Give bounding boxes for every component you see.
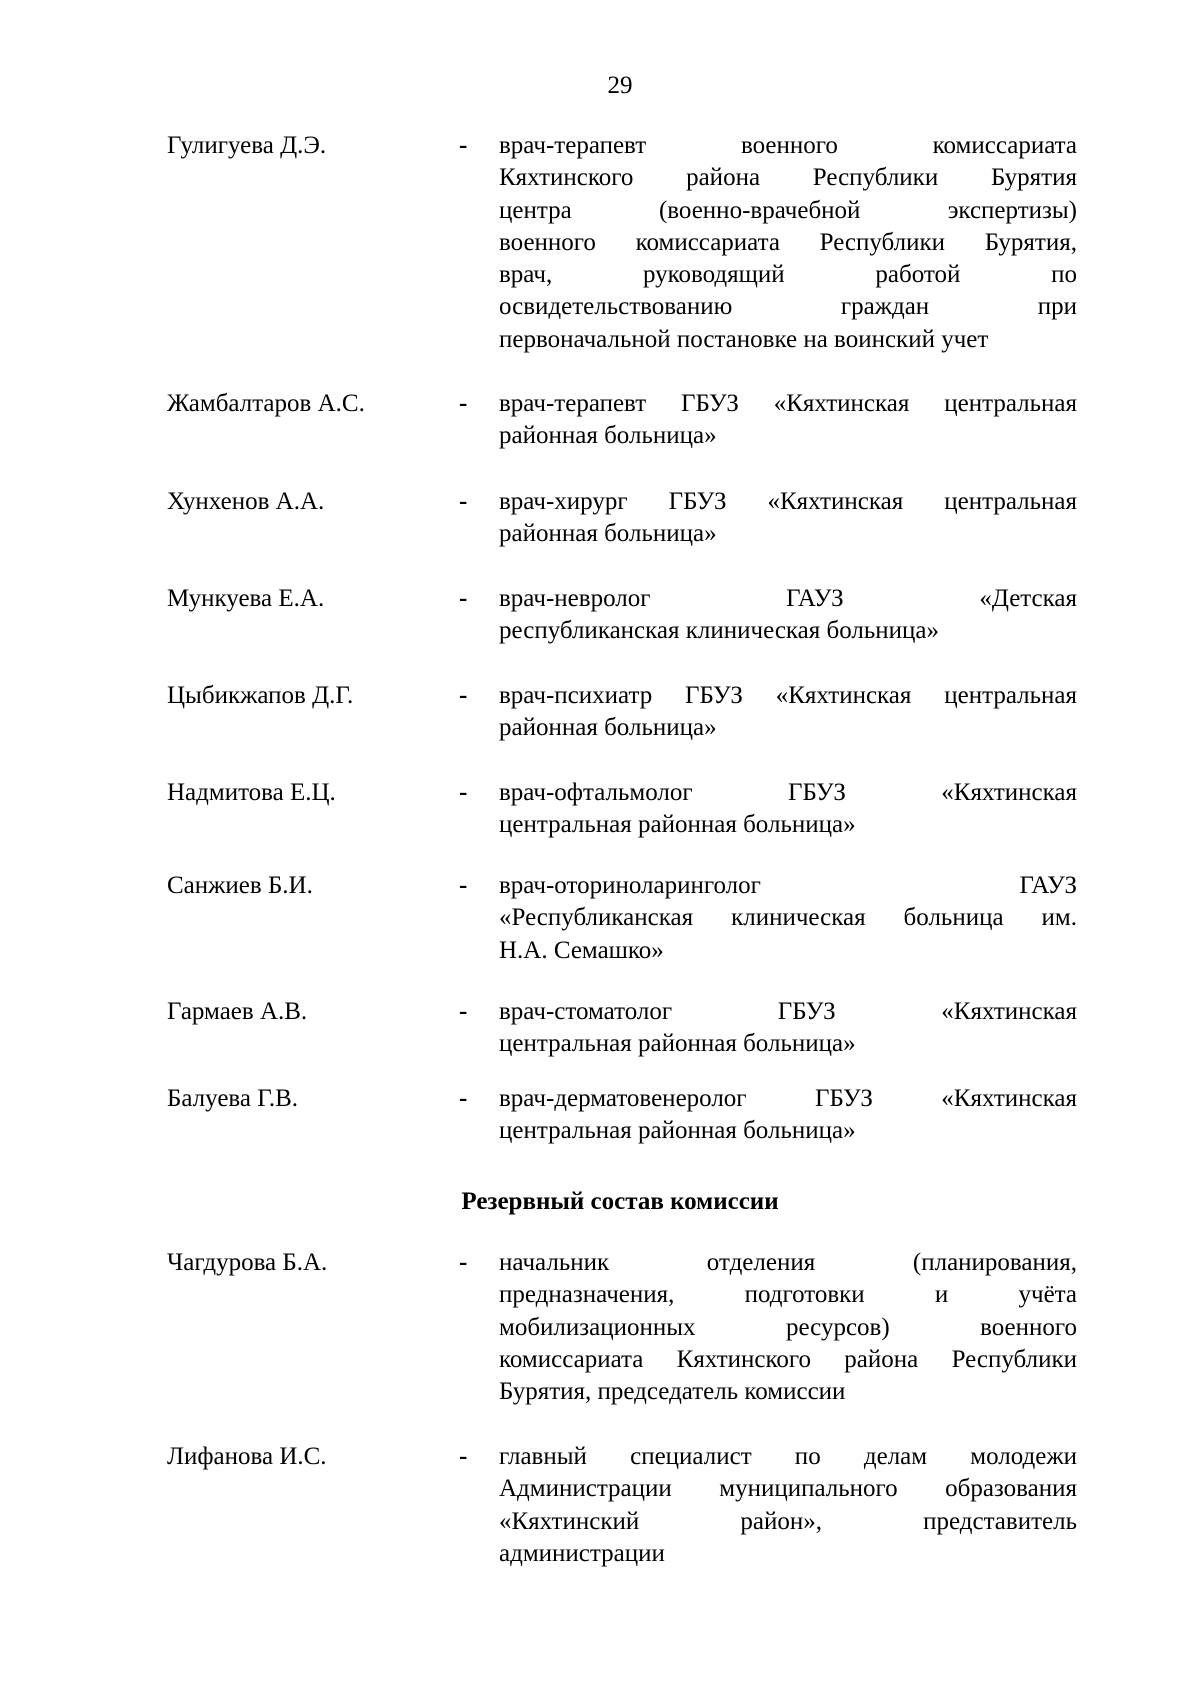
description-line: врач, руководящий работой по bbox=[499, 261, 1077, 289]
entry-dash: - bbox=[459, 1249, 468, 1276]
description-line: администрации bbox=[499, 1539, 665, 1567]
entry-dash: - bbox=[459, 1443, 468, 1470]
member-name: Жамбалтаров А.С. bbox=[167, 390, 365, 417]
reserve-section-title: Резервный состав комиссии bbox=[461, 1188, 779, 1215]
description-line: врач-офтальмолог ГБУЗ «Кяхтинская bbox=[499, 779, 1077, 806]
member-description bbox=[499, 777, 1077, 842]
description-line: врач-терапевт военного комиссариата bbox=[499, 132, 1077, 159]
member-name: Мункуева Е.А. bbox=[167, 585, 325, 612]
description-line: центра (военно-врачебной экспертизы) bbox=[499, 196, 1077, 224]
description-line: республиканская клиническая больница» bbox=[499, 617, 940, 645]
description-line: первоначальной постановке на воинский учет bbox=[499, 325, 989, 353]
entry-dash: - bbox=[459, 390, 468, 417]
entry-dash: - bbox=[459, 132, 468, 159]
description-line: врач-терапевт ГБУЗ «Кяхтинская центральная bbox=[499, 390, 1077, 417]
description-line: предназначения, подготовки и учёта bbox=[499, 1281, 1077, 1309]
description-line: Администрации муниципального образования bbox=[499, 1475, 1077, 1503]
member-description bbox=[499, 1247, 1077, 1408]
description-line: врач-невролог ГАУЗ «Детская bbox=[499, 585, 1077, 612]
member-name: Гармаев А.В. bbox=[167, 998, 308, 1025]
member-description bbox=[499, 388, 1077, 453]
description-line: районная больница» bbox=[499, 714, 717, 742]
member-name: Лифанова И.С. bbox=[167, 1443, 327, 1470]
member-name: Надмитова Е.Ц. bbox=[167, 779, 336, 806]
description-line: мобилизационных ресурсов) военного bbox=[499, 1313, 1077, 1341]
member-description bbox=[499, 1083, 1077, 1148]
description-line: врач-дерматовенеролог ГБУЗ «Кяхтинская bbox=[499, 1085, 1077, 1112]
member-description bbox=[499, 996, 1077, 1061]
description-line: начальник отделения (планирования, bbox=[499, 1249, 1077, 1276]
description-line: Бурятия, председатель комиссии bbox=[499, 1378, 846, 1406]
description-line: врач-оториноларинголог ГАУЗ bbox=[499, 872, 1077, 899]
description-line: районная больница» bbox=[499, 520, 717, 548]
member-name: Балуева Г.В. bbox=[167, 1085, 299, 1112]
description-line: врач-психиатр ГБУЗ «Кяхтинская центральная bbox=[499, 682, 1077, 709]
entry-dash: - bbox=[459, 779, 468, 806]
entry-dash: - bbox=[459, 585, 468, 612]
description-line: центральная районная больница» bbox=[499, 811, 856, 839]
description-line: «Республиканская клиническая больница им. bbox=[499, 904, 1077, 932]
entry-dash: - bbox=[459, 872, 468, 899]
member-description bbox=[499, 130, 1077, 356]
member-description bbox=[499, 583, 1077, 648]
member-description bbox=[499, 486, 1077, 551]
description-line: центральная районная больница» bbox=[499, 1117, 856, 1145]
description-line: военного комиссариата Республики Бурятия, bbox=[499, 228, 1077, 256]
entry-dash: - bbox=[459, 998, 468, 1025]
entry-dash: - bbox=[459, 1085, 468, 1112]
member-name: Санжиев Б.И. bbox=[167, 872, 313, 899]
entry-dash: - bbox=[459, 488, 468, 515]
member-name: Чагдурова Б.А. bbox=[167, 1249, 328, 1276]
description-line: врач-хирург ГБУЗ «Кяхтинская центральная bbox=[499, 488, 1077, 515]
member-name: Гулигуева Д.Э. bbox=[167, 132, 327, 159]
description-line: Н.А. Семашко» bbox=[499, 936, 664, 964]
description-line: районная больница» bbox=[499, 422, 717, 450]
description-line: комиссариата Кяхтинского района Республики bbox=[499, 1345, 1077, 1373]
description-line: освидетельствованию граждан при bbox=[499, 293, 1077, 321]
description-line: Кяхтинского района Республики Бурятия bbox=[499, 164, 1077, 192]
description-line: «Кяхтинский район», представитель bbox=[499, 1507, 1077, 1535]
member-description bbox=[499, 1441, 1077, 1570]
entry-dash: - bbox=[459, 682, 468, 709]
page-number: 29 bbox=[607, 72, 633, 99]
member-description bbox=[499, 680, 1077, 745]
member-name: Хунхенов А.А. bbox=[167, 488, 325, 515]
description-line: врач-стоматолог ГБУЗ «Кяхтинская bbox=[499, 998, 1077, 1025]
member-description bbox=[499, 870, 1077, 967]
member-name: Цыбикжапов Д.Г. bbox=[167, 682, 354, 709]
description-line: главный специалист по делам молодежи bbox=[499, 1443, 1077, 1470]
description-line: центральная районная больница» bbox=[499, 1030, 856, 1058]
